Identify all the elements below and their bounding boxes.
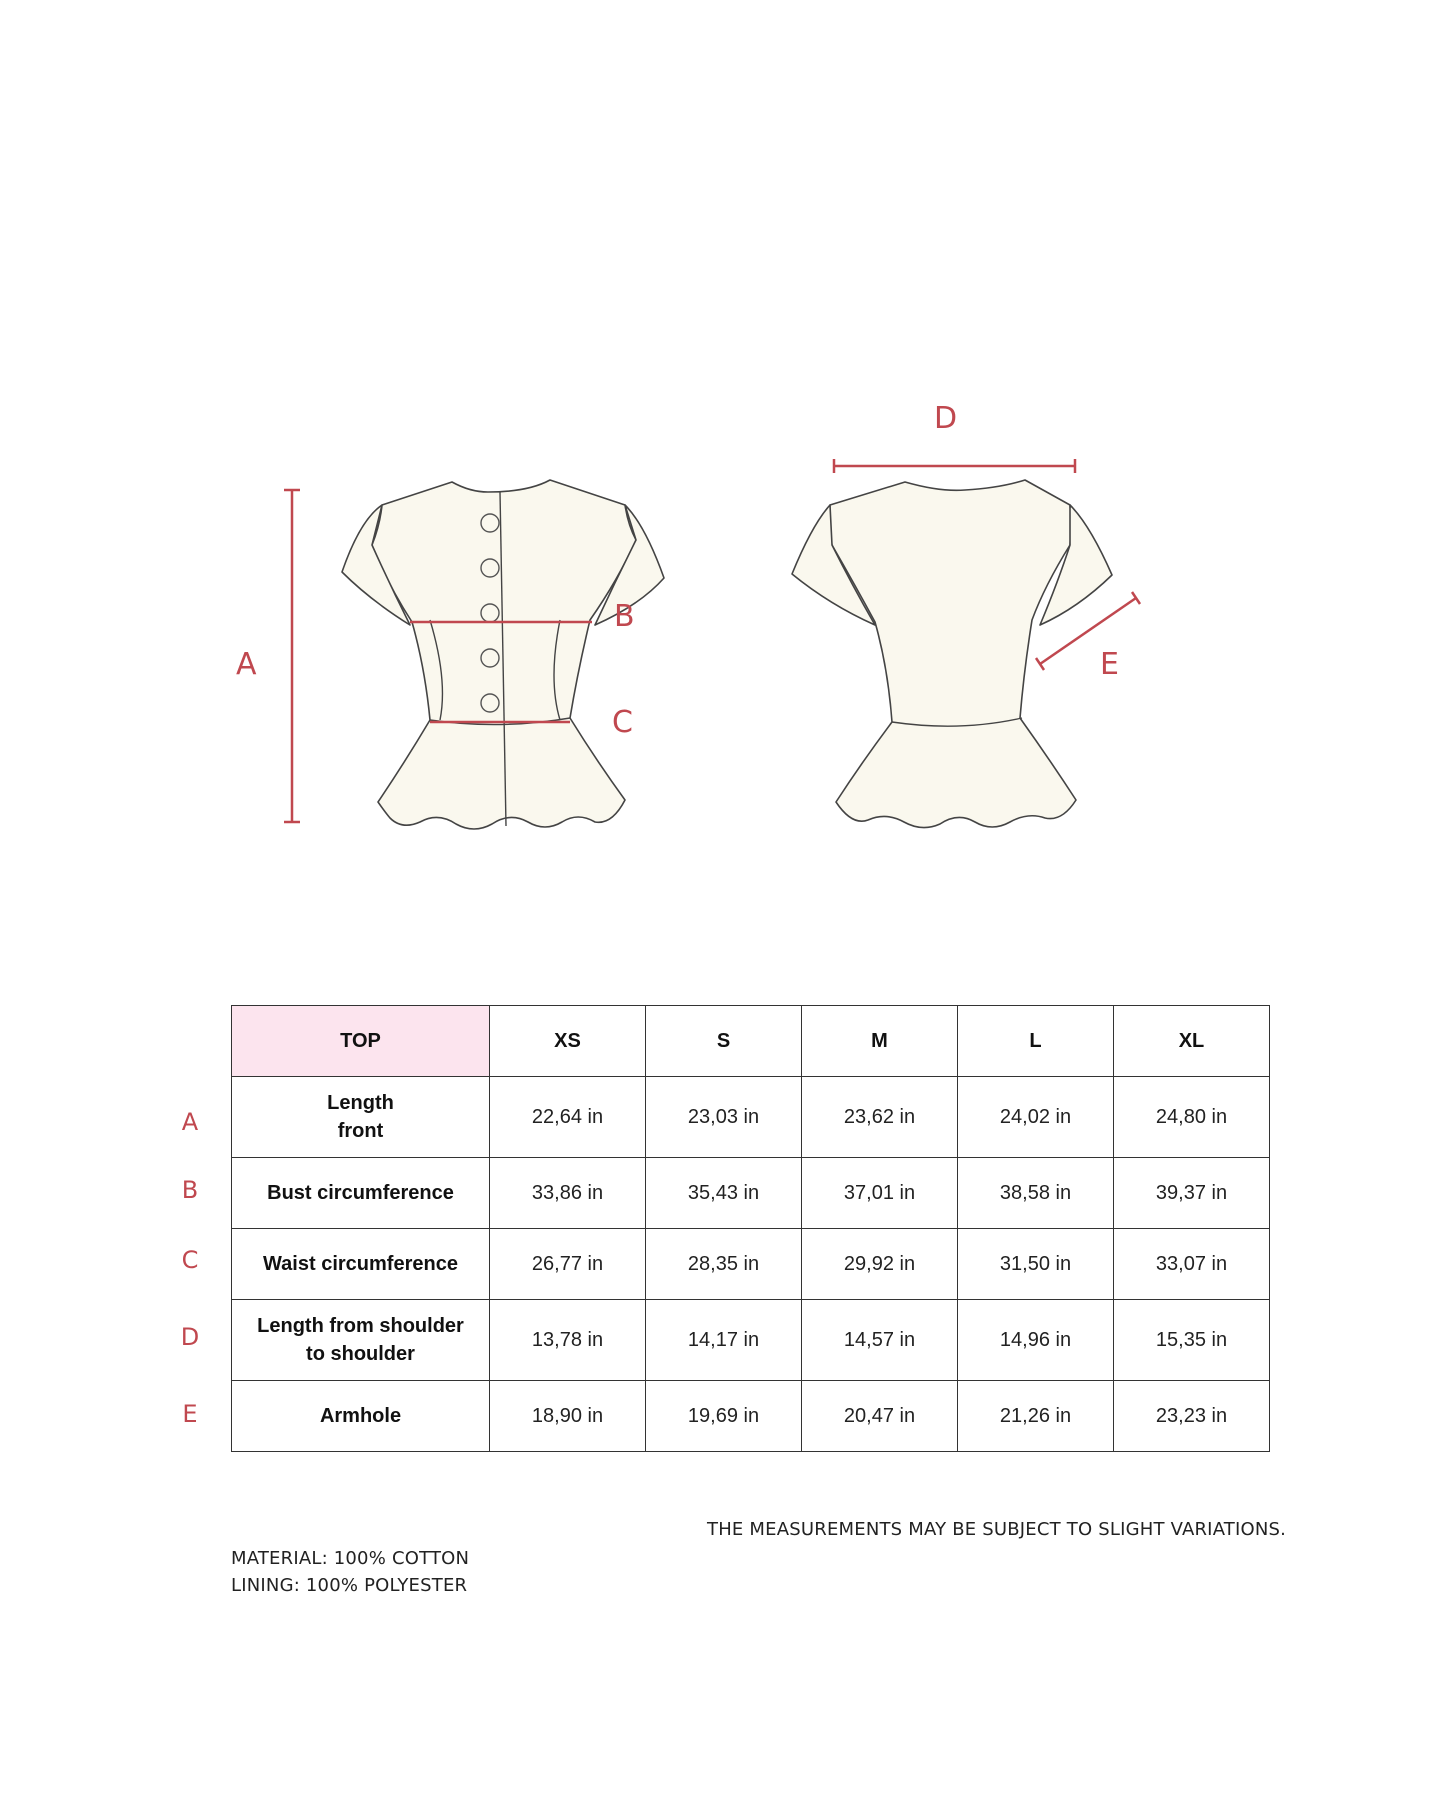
value-cell: 13,78 in	[490, 1300, 646, 1381]
table-row	[232, 1158, 1270, 1229]
table-row	[232, 1229, 1270, 1300]
diagram-label-c: C	[612, 705, 633, 740]
value-cell: 38,58 in	[958, 1158, 1114, 1229]
value-cell: 18,90 in	[490, 1381, 646, 1452]
value-cell: 31,50 in	[958, 1229, 1114, 1300]
value-cell: 26,77 in	[490, 1229, 646, 1300]
value-cell: 23,03 in	[646, 1077, 802, 1158]
row-label	[232, 1229, 490, 1300]
value-cell: 14,17 in	[646, 1300, 802, 1381]
value-cell: 19,69 in	[646, 1381, 802, 1452]
value-cell: 29,92 in	[802, 1229, 958, 1300]
table-header-row	[232, 1006, 1270, 1077]
value-cell: 37,01 in	[802, 1158, 958, 1229]
header-size-s: S	[646, 1006, 802, 1077]
row-label	[232, 1300, 490, 1381]
size-chart-table	[231, 1005, 1270, 1452]
row-label-line1: Bust circumference	[267, 1182, 454, 1204]
table-row	[232, 1300, 1270, 1381]
row-label-line1: Length from shoulder	[257, 1315, 464, 1337]
row-label-line1: Waist circumference	[263, 1253, 458, 1275]
row-letter-d: D	[180, 1323, 200, 1351]
row-label-line2: to shoulder	[306, 1343, 415, 1365]
value-cell: 14,57 in	[802, 1300, 958, 1381]
value-cell: 15,35 in	[1114, 1300, 1270, 1381]
row-label-line2: front	[337, 1120, 384, 1142]
row-label	[232, 1381, 490, 1452]
row-letter-a: A	[181, 1108, 199, 1136]
value-cell: 33,07 in	[1114, 1229, 1270, 1300]
row-letter-b: B	[181, 1176, 199, 1204]
value-cell: 33,86 in	[490, 1158, 646, 1229]
value-cell: 35,43 in	[646, 1158, 802, 1229]
variation-note: THE MEASUREMENTS MAY BE SUBJECT TO SLIGHT VARIATIONS.	[707, 1519, 1287, 1540]
table-row	[232, 1077, 1270, 1158]
value-cell: 21,26 in	[958, 1381, 1114, 1452]
header-top: TOP	[232, 1006, 490, 1077]
table-row	[232, 1381, 1270, 1452]
garment-diagram	[0, 0, 1445, 900]
value-cell: 23,62 in	[802, 1077, 958, 1158]
value-cell: 24,80 in	[1114, 1077, 1270, 1158]
diagram-label-b: B	[614, 599, 635, 634]
value-cell: 39,37 in	[1114, 1158, 1270, 1229]
material-note: MATERIAL: 100% COTTON	[231, 1548, 470, 1569]
row-label	[232, 1077, 490, 1158]
diagram-label-a: A	[236, 647, 257, 682]
value-cell: 14,96 in	[958, 1300, 1114, 1381]
back-view-garment	[792, 480, 1112, 828]
value-cell: 28,35 in	[646, 1229, 802, 1300]
row-label-line1: Armhole	[319, 1405, 402, 1427]
value-cell: 23,23 in	[1114, 1381, 1270, 1452]
header-size-xs: XS	[490, 1006, 646, 1077]
value-cell: 24,02 in	[958, 1077, 1114, 1158]
row-label	[232, 1158, 490, 1229]
row-letter-c: C	[181, 1246, 199, 1274]
header-size-m: M	[802, 1006, 958, 1077]
lining-note: LINING: 100% POLYESTER	[231, 1575, 468, 1596]
header-size-l: L	[958, 1006, 1114, 1077]
header-size-xl: XL	[1114, 1006, 1270, 1077]
value-cell: 20,47 in	[802, 1381, 958, 1452]
diagram-label-d: D	[934, 401, 958, 436]
diagram-label-e: E	[1100, 647, 1119, 682]
row-label-line1: Length	[327, 1092, 394, 1114]
row-letter-e: E	[182, 1400, 198, 1428]
value-cell: 22,64 in	[490, 1077, 646, 1158]
